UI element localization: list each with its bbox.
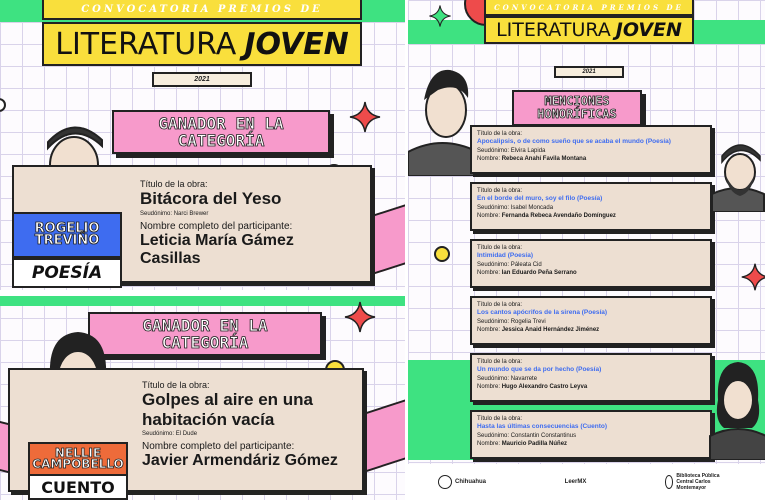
nombre-label: Nombre completo del participante: xyxy=(140,220,293,232)
work-title: Bitácora del Yeso xyxy=(140,189,282,208)
menciones-panel xyxy=(408,0,765,500)
poesia-category-tag xyxy=(12,258,122,288)
leer-logo xyxy=(565,479,587,485)
seudonimo-label: Seudónimo: xyxy=(142,431,175,438)
seudonimo-value: Páleata Cid xyxy=(510,261,542,268)
author-line1: ROGELIO xyxy=(34,220,100,236)
nombre-line xyxy=(477,155,705,163)
seudonimo-value: Elvira Lapida xyxy=(510,147,546,154)
mencion-card xyxy=(470,410,712,459)
seudonimo-value: Narci Brewer xyxy=(173,210,209,217)
seudonimo-line xyxy=(477,147,705,155)
year-text: 2021 xyxy=(194,76,210,83)
nombre-label: Nombre: xyxy=(477,212,501,219)
seudonimo-line xyxy=(477,375,705,383)
biblioteca-logo xyxy=(665,473,735,491)
nombre-label: Nombre: xyxy=(477,440,501,447)
seudonimo-line xyxy=(140,211,370,217)
nombre-label: Nombre: xyxy=(477,326,501,333)
category-text: CUENTO xyxy=(41,477,115,497)
sparkle-icon xyxy=(740,262,765,292)
titulo-label: Título de la obra: xyxy=(477,359,523,365)
nombre-value: Hugo Alexandro Castro Leyva xyxy=(501,383,588,390)
literatura-text: LITERATURA xyxy=(496,19,611,41)
titulo-label: Título de la obra: xyxy=(477,245,523,251)
seudonimo-value: Isabel Moncada xyxy=(510,204,554,211)
author-line2: CAMPOBELLO xyxy=(32,457,124,471)
nombre-value: Rebeca Anahí Favila Montana xyxy=(501,155,587,162)
leer-text: LeerMX xyxy=(564,479,587,485)
nombre-value: Ian Eduardo Peña Serrano xyxy=(501,269,577,276)
pink-ribbon xyxy=(365,400,405,473)
titulo-label: Título de la obra: xyxy=(142,380,210,390)
nombre-line xyxy=(477,269,705,277)
titulo-label: Título de la obra: xyxy=(477,131,523,137)
male-writer-portrait xyxy=(408,60,478,176)
sponsor-logos xyxy=(408,464,765,500)
year-text: 2021 xyxy=(582,69,596,75)
nombre-value: Fernanda Rebeca Avendaño Domínguez xyxy=(501,212,616,219)
nombre-line xyxy=(477,383,705,391)
mencion-card xyxy=(470,239,712,288)
titulo-label: Título de la obra: xyxy=(477,302,523,308)
titulo-label: Título de la obra: xyxy=(477,416,523,422)
menciones-text: MENCIONES HONORÍFICAS xyxy=(537,94,617,121)
joven-text: JOVEN xyxy=(615,19,682,41)
mencion-card xyxy=(470,296,712,345)
nombre-label: Nombre: xyxy=(477,383,501,390)
biblioteca-text: Biblioteca Pública Central Carlos Montemayor xyxy=(676,473,720,491)
mencion-title: Un mundo que se da por hecho (Poesía) xyxy=(477,366,602,374)
seudonimo-value: El Dude xyxy=(175,431,198,438)
chihuahua-text: Chihuahua xyxy=(455,479,486,485)
seudonimo-line xyxy=(477,318,705,326)
titulo-label: Título de la obra: xyxy=(140,179,208,189)
cuento-category-tag xyxy=(28,474,128,500)
rogelio-small-portrait xyxy=(708,132,765,212)
convocatoria-text: CONVOCATORIA PREMIOS DE xyxy=(81,3,323,15)
menciones-label xyxy=(512,90,642,126)
seudonimo-value: Navarrete xyxy=(510,375,538,382)
green-sparkle-icon xyxy=(428,4,452,28)
sparkle-icon xyxy=(348,100,382,134)
seudonimo-label: Seudónimo: xyxy=(477,375,510,382)
biblioteca-seal-icon xyxy=(665,475,673,489)
literatura-text: LITERATURA xyxy=(55,26,237,62)
category-text: POESÍA xyxy=(31,263,103,283)
poesia-winner-panel xyxy=(0,0,405,290)
seudonimo-label: Seudónimo: xyxy=(477,261,510,268)
nombre-line xyxy=(477,212,705,220)
nellie-small-portrait xyxy=(708,350,765,460)
literatura-joven-title xyxy=(42,22,362,66)
nombre-line xyxy=(477,326,705,334)
nombre-value: Mauricio Padilla Núñez xyxy=(501,440,568,447)
nombre-line xyxy=(477,440,705,448)
seudonimo-label: Seudónimo: xyxy=(477,318,510,325)
mencion-title: En el borde del muro, soy el filo (Poesía) xyxy=(477,195,603,203)
mencion-card xyxy=(470,353,712,402)
nombre-value: Jessica Anaid Hernández Jiménez xyxy=(501,326,600,333)
convocatoria-strip xyxy=(42,0,362,20)
ganador-text: GANADOR EN LA CATEGORÍA xyxy=(142,316,268,352)
seudonimo-label: Seudónimo: xyxy=(477,204,510,211)
author-line1: NELLIE xyxy=(54,445,102,460)
white-dot xyxy=(0,98,6,112)
mencion-title: Apocalipsis, o de como sueño que se acaba el mundo (Poesía) xyxy=(477,138,671,146)
pink-ribbon xyxy=(370,204,405,275)
seudonimo-label: Seudónimo: xyxy=(140,210,173,217)
seudonimo-line xyxy=(477,432,705,440)
seudonimo-value: Rogelia Trevi xyxy=(510,318,546,325)
mencion-title: Hasta las últimas consecuencias (Cuento) xyxy=(477,423,608,431)
year-badge xyxy=(554,66,624,78)
sparkle-icon xyxy=(343,300,377,334)
seudonimo-line xyxy=(477,204,705,212)
seudonimo-label: Seudónimo: xyxy=(477,147,510,154)
convocatoria-text: CONVOCATORIA PREMIOS DE xyxy=(494,2,684,12)
rogelio-name-tag xyxy=(12,212,122,258)
nombre-label: Nombre: xyxy=(477,269,501,276)
mencion-card xyxy=(470,125,712,174)
seudonimo-label: Seudónimo: xyxy=(477,432,510,439)
chihuahua-logo xyxy=(438,475,486,489)
nombre-label: Nombre: xyxy=(477,155,501,162)
convocatoria-strip xyxy=(484,0,694,16)
chihuahua-seal-icon xyxy=(438,475,452,489)
cuento-winner-panel xyxy=(0,296,405,500)
literatura-joven-title xyxy=(484,16,694,44)
work-title: Golpes al aire en una habitación vacía xyxy=(142,390,314,429)
nellie-name-tag xyxy=(28,442,128,476)
titulo-label: Título de la obra: xyxy=(477,188,523,194)
mencion-title: Intimidad (Poesía) xyxy=(477,252,533,260)
joven-text: JOVEN xyxy=(244,26,349,62)
mencion-title: Los cantos apócrifos de la sirena (Poesía) xyxy=(477,309,608,317)
year-badge xyxy=(152,72,252,87)
participant-name: Javier Armendáriz Gómez xyxy=(142,452,338,470)
ganador-label xyxy=(112,110,330,154)
participant-name: Leticia María Gámez Casillas xyxy=(140,231,294,267)
ganador-text: GANADOR EN LA CATEGORÍA xyxy=(158,114,284,150)
yellow-dot xyxy=(434,246,450,262)
seudonimo-line xyxy=(477,261,705,269)
nombre-label: Nombre completo del participante: xyxy=(142,441,295,453)
mencion-card xyxy=(470,182,712,231)
seudonimo-value: Constantin Constantinus xyxy=(510,432,577,439)
seudonimo-line xyxy=(142,431,362,437)
author-line2: TREVIÑO xyxy=(34,233,100,248)
